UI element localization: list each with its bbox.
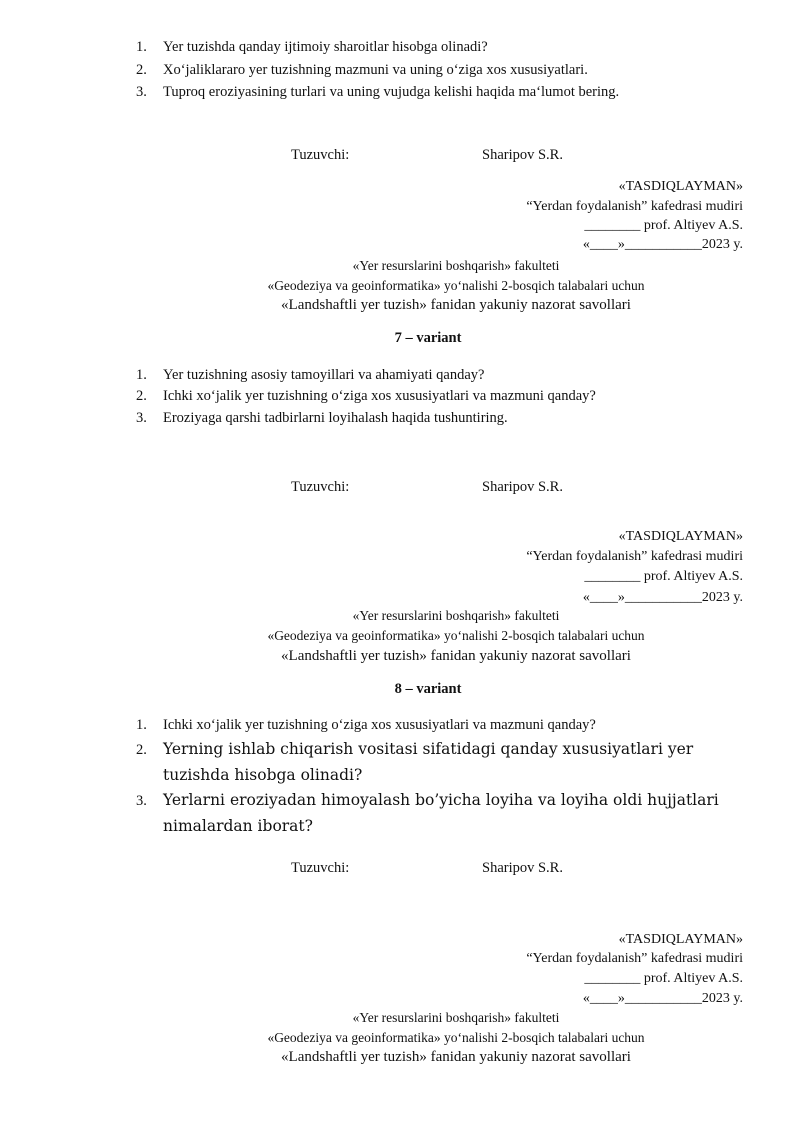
approval-date: «____»___________2023 y. bbox=[582, 590, 743, 605]
department-head: “Yerdan foydalanish” kafedrasi mudiri bbox=[526, 951, 743, 966]
variant-title: 7 – variant bbox=[394, 330, 462, 346]
compiler-name: Sharipov S.R. bbox=[482, 479, 563, 495]
signature-line: ________ prof. Altiyev A.S. bbox=[584, 569, 743, 584]
subject-line: «Landshaftli yer tuzish» fanidan yakuniy nazorat savollari bbox=[281, 1049, 631, 1065]
direction-line: «Geodeziya va geoinformatika» yo‘nalishi 2-bosqich talabalari uchun bbox=[267, 278, 645, 293]
question-item: 1. Ichki xo‘jalik yer tuzishning o‘ziga xos xususiyatlari va mazmuni qanday? bbox=[136, 717, 596, 733]
question-item: 2. Xo‘jaliklararo yer tuzishning mazmuni va uning o‘ziga xos xususiyatlari. bbox=[136, 62, 588, 78]
compiler-label: Tuzuvchi: bbox=[291, 147, 350, 163]
faculty-line: «Yer resurslarini boshqarish» fakulteti bbox=[352, 258, 560, 273]
approval-stamp: «TASDIQLAYMAN» bbox=[618, 179, 743, 194]
compiler-name: Sharipov S.R. bbox=[482, 860, 563, 876]
compiler-name: Sharipov S.R. bbox=[482, 147, 563, 163]
department-head: “Yerdan foydalanish” kafedrasi mudiri bbox=[526, 199, 743, 214]
compiler-label: Tuzuvchi: bbox=[291, 860, 350, 876]
direction-line: «Geodeziya va geoinformatika» yo‘nalishi 2-bosqich talabalari uchun bbox=[267, 1030, 645, 1045]
subject-line: «Landshaftli yer tuzish» fanidan yakuniy nazorat savollari bbox=[281, 297, 631, 313]
question-item: 2. Ichki xo‘jalik yer tuzishning o‘ziga xos xususiyatlari va mazmuni qanday? bbox=[136, 388, 596, 404]
approval-stamp: «TASDIQLAYMAN» bbox=[618, 529, 743, 544]
faculty-line: «Yer resurslarini boshqarish» fakulteti bbox=[352, 608, 560, 623]
question-item: 1. Yer tuzishning asosiy tamoyillari va ahamiyati qanday? bbox=[136, 367, 485, 383]
question-item: 3. Eroziyaga qarshi tadbirlarni loyihalash haqida tushuntiring. bbox=[136, 410, 508, 426]
approval-stamp: «TASDIQLAYMAN» bbox=[618, 932, 743, 947]
department-head: “Yerdan foydalanish” kafedrasi mudiri bbox=[526, 549, 743, 564]
approval-date: «____»___________2023 y. bbox=[582, 237, 743, 252]
direction-line: «Geodeziya va geoinformatika» yo‘nalishi 2-bosqich talabalari uchun bbox=[267, 628, 645, 643]
compiler-label: Tuzuvchi: bbox=[291, 479, 350, 495]
approval-date: «____»___________2023 y. bbox=[582, 991, 743, 1006]
question-item: 1. Yer tuzishda qanday ijtimoiy sharoitlar hisobga olinadi? bbox=[136, 39, 488, 55]
signature-line: ________ prof. Altiyev A.S. bbox=[584, 218, 743, 233]
faculty-line: «Yer resurslarini boshqarish» fakulteti bbox=[352, 1010, 560, 1025]
variant-title: 8 – variant bbox=[394, 681, 462, 697]
subject-line: «Landshaftli yer tuzish» fanidan yakuniy nazorat savollari bbox=[281, 648, 631, 664]
question-item: 3. Tuproq eroziyasining turlari va uning vujudga kelishi haqida ma‘lumot bering. bbox=[136, 84, 620, 100]
question-item: 2. Yerning ishlab chiqarish vositasi sifatidagi qanday xususiyatlari yer tuzishda hisobga olinadi? bbox=[136, 740, 694, 784]
signature-line: ________ prof. Altiyev A.S. bbox=[584, 971, 743, 986]
question-item: 3. Yerlarni eroziyadan himoyalash bo’yicha loyiha va loyiha oldi hujjatlari nimalardan iborat? bbox=[136, 791, 719, 835]
